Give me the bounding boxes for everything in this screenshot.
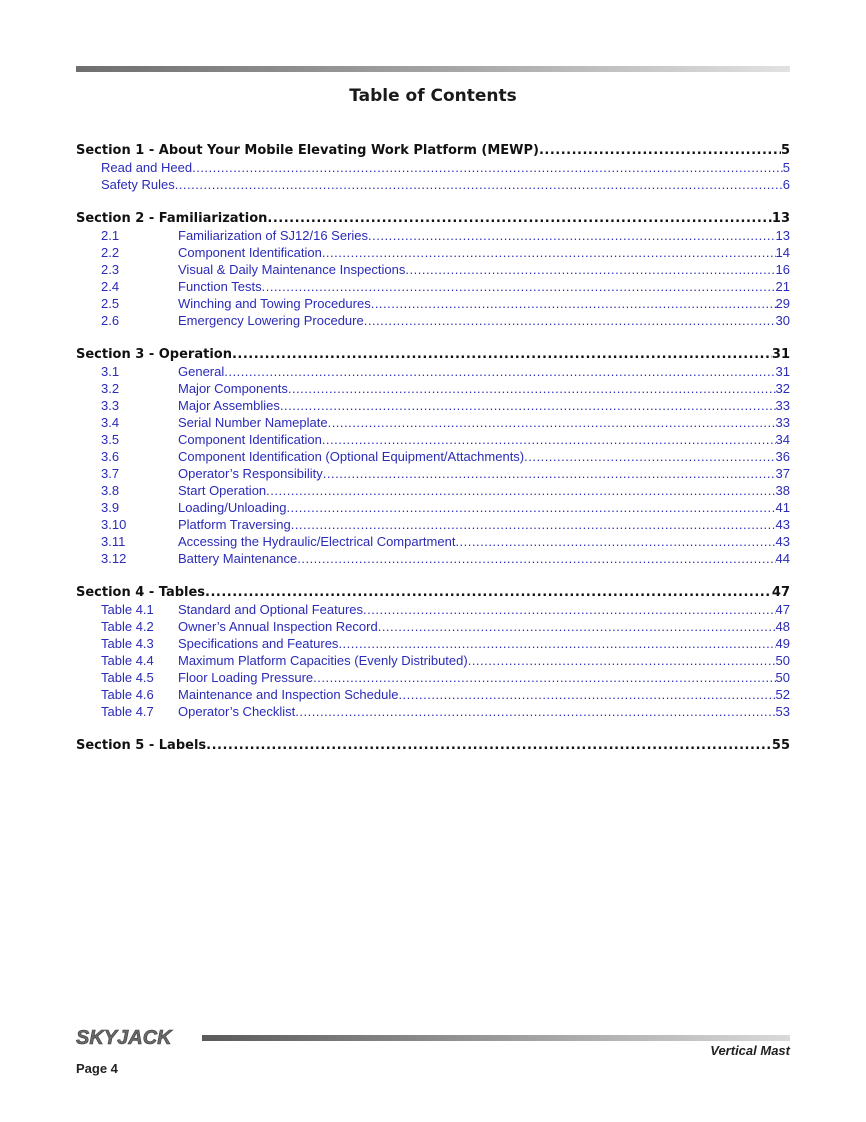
entry-title: Winching and Towing Procedures (178, 296, 371, 311)
entry-number: 2.6 (101, 313, 120, 328)
section-heading-link[interactable] (76, 737, 790, 754)
toc-entry-link[interactable] (76, 363, 790, 380)
toc-entry-link[interactable] (76, 601, 790, 618)
entry-title: Familiarization of SJ12/16 Series (178, 228, 369, 243)
toc-entry-link[interactable] (76, 431, 790, 448)
entry-page: 14 (775, 245, 790, 260)
toc-entry-link[interactable] (76, 244, 790, 261)
section-title: Section 3 - Operation (76, 347, 232, 362)
skyjack-logo (76, 1024, 200, 1048)
entry-title: Loading/Unloading (178, 500, 287, 515)
entry-number: Table 4.3 (101, 636, 154, 651)
entry-number: Table 4.2 (101, 619, 154, 634)
section-title: Section 5 - Labels (76, 738, 207, 753)
entry-page: 43 (775, 517, 790, 532)
toc-entry-link[interactable] (76, 550, 790, 567)
dot-leader (313, 669, 775, 686)
toc-entry-link[interactable] (76, 278, 790, 295)
section-page: 31 (771, 347, 790, 362)
entry-number: Table 4.5 (101, 670, 154, 685)
dot-leader (323, 465, 776, 482)
entry-page: 38 (775, 483, 790, 498)
toc-entry-link[interactable] (76, 380, 790, 397)
dot-leader (267, 210, 772, 227)
toc-entry-link[interactable] (76, 397, 790, 414)
entry-page: 21 (775, 279, 790, 294)
entry-page: 16 (775, 262, 790, 277)
entry-number: Table 4.4 (101, 653, 154, 668)
section-heading-link[interactable] (76, 584, 790, 601)
entry-number: 2.4 (101, 279, 120, 294)
dot-leader (232, 346, 772, 363)
entry-title: Component Identification (178, 432, 322, 447)
toc-entry-link[interactable] (76, 159, 790, 176)
toc-entry-link[interactable] (76, 635, 790, 652)
dot-leader (468, 652, 776, 669)
dot-leader (192, 159, 783, 176)
toc-entry-link[interactable] (76, 652, 790, 669)
entry-title: Major Assemblies (178, 398, 280, 413)
product-name: Vertical Mast (710, 1043, 790, 1058)
dot-leader (322, 431, 776, 448)
section-heading-link[interactable] (76, 346, 790, 363)
entry-title: Function Tests (178, 279, 262, 294)
dot-leader (524, 448, 775, 465)
entry-page: 52 (775, 687, 790, 702)
entry-page: 49 (775, 636, 790, 651)
entry-number: 2.3 (101, 262, 120, 277)
dot-leader (364, 312, 776, 329)
section-page: 55 (771, 738, 790, 753)
toc-entry-link[interactable] (76, 176, 790, 193)
dot-leader (291, 516, 776, 533)
toc-entry-link[interactable] (76, 465, 790, 482)
entry-page: 5 (782, 160, 790, 175)
toc-section (76, 210, 790, 329)
entry-page: 34 (775, 432, 790, 447)
dot-leader (368, 227, 776, 244)
entry-page: 50 (775, 670, 790, 685)
entry-title: General (178, 364, 225, 379)
toc-entry-link[interactable] (76, 448, 790, 465)
toc-entry-link[interactable] (76, 499, 790, 516)
entry-number: Table 4.1 (101, 602, 154, 617)
entry-page: 53 (775, 704, 790, 719)
toc-entry-link[interactable] (76, 482, 790, 499)
footer-divider (202, 1035, 790, 1041)
dot-leader (288, 380, 776, 397)
dot-leader (378, 618, 776, 635)
dot-leader (297, 550, 775, 567)
dot-leader (280, 397, 776, 414)
entry-page: 29 (775, 296, 790, 311)
toc-section (76, 142, 790, 193)
entry-page: 32 (775, 381, 790, 396)
entry-page: 37 (775, 466, 790, 481)
entry-page: 31 (775, 364, 790, 379)
entry-title: Standard and Optional Features (178, 602, 364, 617)
entry-number: 3.9 (101, 500, 120, 515)
toc-entry-link[interactable] (76, 261, 790, 278)
table-of-contents (76, 142, 790, 771)
toc-entry-link[interactable] (76, 227, 790, 244)
entry-title: Accessing the Hydraulic/Electrical Compartment (178, 534, 456, 549)
entry-page: 30 (775, 313, 790, 328)
section-title: Section 2 - Familiarization (76, 211, 268, 226)
entry-page: 6 (782, 177, 790, 192)
dot-leader (455, 533, 775, 550)
toc-entry-link[interactable] (76, 312, 790, 329)
toc-entry-link[interactable] (76, 703, 790, 720)
dot-leader (539, 142, 781, 159)
entry-number: 3.8 (101, 483, 120, 498)
toc-entry-link[interactable] (76, 414, 790, 431)
entry-title: Operator’s Checklist (178, 704, 296, 719)
entry-title: Owner’s Annual Inspection Record (178, 619, 378, 634)
entry-page: 33 (775, 398, 790, 413)
entry-title: Operator’s Responsibility (178, 466, 323, 481)
entry-number: 3.12 (101, 551, 127, 566)
entry-page: 47 (775, 602, 790, 617)
dot-leader (363, 601, 776, 618)
entry-title: Serial Number Nameplate (178, 415, 328, 430)
toc-section (76, 737, 790, 754)
page-number: Page 4 (76, 1061, 118, 1076)
entry-number: 3.4 (101, 415, 120, 430)
section-heading-link[interactable] (76, 142, 790, 159)
dot-leader (405, 261, 775, 278)
entry-number: 3.11 (101, 534, 126, 549)
dot-leader (266, 482, 775, 499)
entry-page: 48 (775, 619, 790, 634)
toc-entry-link[interactable] (76, 533, 790, 550)
entry-title: Major Components (178, 381, 288, 396)
entry-number: 2.5 (101, 296, 120, 311)
entry-title: Component Identification (178, 245, 322, 260)
entry-title: Specifications and Features (178, 636, 339, 651)
entry-title: Component Identification (Optional Equipment/Attachments) (178, 449, 525, 464)
dot-leader (328, 414, 776, 431)
entry-page: 41 (775, 500, 790, 515)
toc-entry-link[interactable] (76, 295, 790, 312)
section-page: 5 (780, 143, 790, 158)
toc-entry-link[interactable] (76, 516, 790, 533)
dot-leader (338, 635, 775, 652)
toc-entry-link[interactable] (76, 669, 790, 686)
entry-page: 13 (775, 228, 790, 243)
toc-entry-link[interactable] (76, 618, 790, 635)
dot-leader (262, 278, 776, 295)
entry-title: Safety Rules (101, 177, 175, 192)
entry-number: 3.6 (101, 449, 120, 464)
dot-leader (206, 737, 772, 754)
entry-title: Read and Heed (101, 160, 193, 175)
entry-number: 3.10 (101, 517, 127, 532)
entry-title: Maintenance and Inspection Schedule (178, 687, 399, 702)
dot-leader (295, 703, 775, 720)
section-heading-link[interactable] (76, 210, 790, 227)
entry-number: 3.5 (101, 432, 120, 447)
section-page: 13 (771, 211, 790, 226)
entry-page: 43 (775, 534, 790, 549)
toc-section (76, 346, 790, 567)
entry-number: 3.2 (101, 381, 120, 396)
entry-number: 2.1 (101, 228, 120, 243)
entry-title: Platform Traversing (178, 517, 291, 532)
dot-leader (224, 363, 775, 380)
dot-leader (205, 584, 772, 601)
entry-page: 44 (775, 551, 790, 566)
dot-leader (322, 244, 776, 261)
entry-number: Table 4.6 (101, 687, 154, 702)
dot-leader (286, 499, 775, 516)
entry-page: 50 (775, 653, 790, 668)
toc-section (76, 584, 790, 720)
entry-title: Emergency Lowering Procedure (178, 313, 364, 328)
entry-number: 3.3 (101, 398, 120, 413)
entry-title: Visual & Daily Maintenance Inspections (178, 262, 406, 277)
dot-leader (371, 295, 776, 312)
dot-leader (398, 686, 775, 703)
entry-title: Battery Maintenance (178, 551, 298, 566)
entry-number: 3.7 (101, 466, 120, 481)
entry-title: Maximum Platform Capacities (Evenly Distributed) (178, 653, 468, 668)
entry-title: Start Operation (178, 483, 267, 498)
section-page: 47 (771, 585, 790, 600)
section-title: Section 4 - Tables (76, 585, 206, 600)
entry-number: Table 4.7 (101, 704, 154, 719)
page-title: Table of Contents (349, 86, 517, 106)
dot-leader (175, 176, 783, 193)
entry-page: 36 (775, 449, 790, 464)
entry-page: 33 (775, 415, 790, 430)
toc-entry-link[interactable] (76, 686, 790, 703)
header-divider (76, 66, 790, 72)
entry-number: 3.1 (101, 364, 120, 379)
logo-text: SKYJACK (76, 1027, 172, 1048)
entry-number: 2.2 (101, 245, 120, 260)
section-title: Section 1 - About Your Mobile Elevating Work Platform (MEWP) (76, 143, 539, 158)
entry-title: Floor Loading Pressure (178, 670, 314, 685)
